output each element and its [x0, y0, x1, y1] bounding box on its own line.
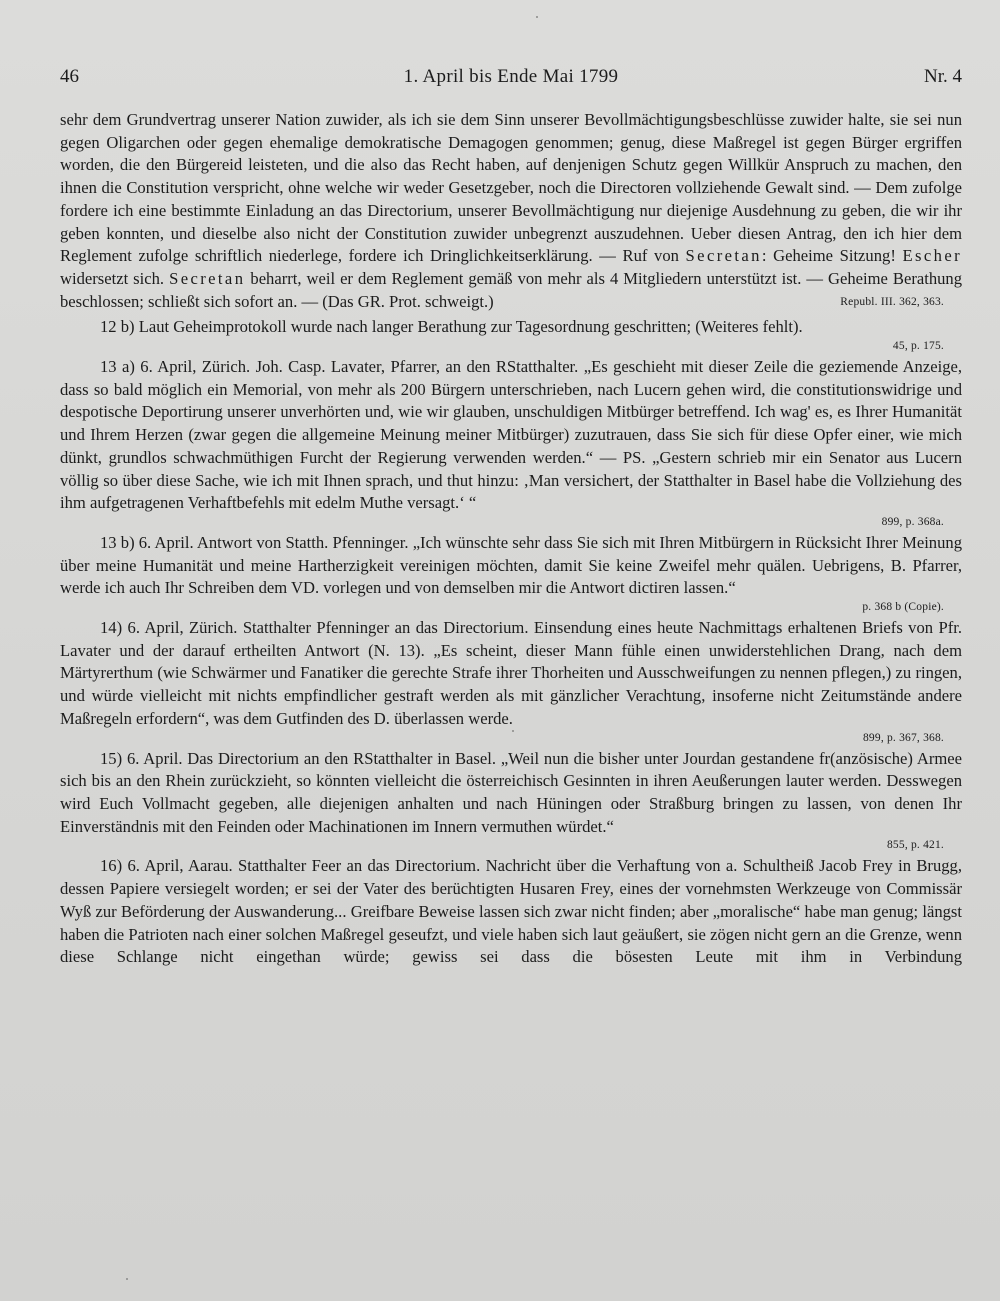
- source-reference: 899, p. 368a.: [881, 515, 944, 528]
- paragraph-text: 15) 6. April. Das Directorium an den RStatthalter in Basel. „Weil nun die bisher unter Jourdan gestandene fr(anzösische) Armee sich bis an den Rhein zurückzieht, so könnten vielleicht die österreichisch Gesinnten in ihren Aeußerungen lauter werden. Desswegen wird Euch Vollmacht gegeben, alle diejenigen anhalten und nach Hüningen oder Straßburg bringen zu lassen, von denen Ihr Einverständnis mit den Feinden oder Machinationen im Innern vermuthen würdet.“: [60, 748, 962, 836]
- speaker-name: Escher: [902, 246, 963, 266]
- source-reference: p. 368 b (Copie).: [862, 601, 944, 614]
- entry-13b: [60, 532, 962, 615]
- source-reference: 45, p. 175.: [892, 340, 944, 353]
- paragraph-12b: [60, 316, 962, 339]
- source-reference: 855, p. 421.: [886, 839, 944, 852]
- entry-14: [60, 617, 962, 746]
- paragraph-text: 16) 6. April, Aarau. Statthalter Feer an das Directorium. Nachricht über die Verhaftung von a. Schultheiß Jacob Frey in Brugg, dessen Papiere versiegelt worden; er sei der Vater des berüchtigten Husaren Frey, eines der vornehmsten Werkzeuge von Commissär Wyß zur Beförderung der Auswanderung... Greifbare Beweise lassen sich zwar nicht finden; aber „moralische“ habe man genug; längst haben die Patrioten nach einer solchen Maßregel geseufzt, und viele haben sich laut geäußert, sie zögen nicht gern an die Grenze, wenn diese Schlange nicht eingethan würde; gewiss sei dass die bösesten Leute mit ihm in Verbindung: [60, 856, 962, 967]
- text-body: [60, 109, 962, 969]
- header-title: 1. April bis Ende Mai 1799: [403, 66, 619, 87]
- paragraph-text: beharrt, weil er dem Reglement gemäß von mehr als 4 Mitgliedern unterstützt ist. — Geheime Berathung beschlossen; schließt sich sofort an. — (Das GR. Prot. schweigt.): [60, 268, 963, 311]
- source-reference: Republ. III. 362, 363.: [840, 295, 944, 308]
- paragraph-text: widersetzt sich.: [60, 268, 165, 288]
- speaker-name: Secretan: [685, 246, 762, 266]
- scan-speck: [512, 730, 514, 732]
- entry-15: [60, 748, 962, 854]
- paragraph-text: : Geheime Sitzung!: [761, 246, 896, 266]
- paragraph-13b: [60, 532, 962, 600]
- paragraph-text: 13 a) 6. April, Zürich. Joh. Casp. Lavater, Pfarrer, an den RStatthalter. „Es geschieht mit dieser Zeile die geziemende Anzeige, dass so bald möglich ein Memorial, von mehr als 200 Bürgern unterschrieben, nach Lucern gehen wird, die constitutionswidrige und despotische Deportirung unserer unverhörten und, wie wir glauben, unschuldigen Mitbürger betreffend. Ich wag' es, es Ihrer Humanität und Ihrem Herzen (zwar gegen die allgemeine Meinung meiner Mitbürger) zuzutrauen, dass Sie sich für diese Opfer einer, wie mich dünkt, grundlos schwachmüthigen Furcht der Regierung verwenden werden.“ — PS. „Gestern schrieb mir ein Senator aus Lucern völlig so über diese Sache, wie ich mit Ihnen sprach, und thut hinzu: ‚Man versichert, der Statthalter in Basel habe die Vollziehung des ihm aufgetragenen Verhaftbefehls mit edelm Muthe versagt.‘ “: [60, 357, 962, 513]
- paragraph-text: 13 b) 6. April. Antwort von Statth. Pfenninger. „Ich wünschte sehr dass Sie sich mit Ihren Mitbürgern in Rücksicht Ihrer Meinung über meine Humanität und meine Hartherzigkeit vereinigen möchten, damit Sie keine Zweifel mehr quälen. Uebrigens, B. Pfarrer, werde ich auch Ihr Schreiben dem VD. vorlegen und von demselben mir die Antwort dictiren lassen.“: [60, 532, 962, 598]
- scan-speck: [536, 16, 538, 18]
- scan-speck: [126, 1278, 128, 1280]
- source-reference: 899, p. 367, 368.: [862, 731, 944, 744]
- paragraph-text: sehr dem Grundvertrag unserer Nation zuwider, als ich sie dem Sinn unserer Bevollmächtigungsbeschlüsse zuwider halte, sie sei nun gegen Oligarchen oder gegen ehemalige demokratische Demagogen genommen; genug, diese Maßregel ist gegen Bürger ergriffen worden, die den Bürgereid leisteten, und die also das Recht haben, auf denjenigen Schutz gegen Willkür Anspruch zu machen, den ihnen die Constitution verspricht, ohne welche wir weder Gesetzgeber, noch die Directoren vollziehende Gewalt sind. — Dem zufolge fordere ich eine bestimmte Einladung an das Directorium, unserer Bevollmächtigung nur diejenige Ausdehnung zu geben, die wir ihr geben konnten, und dieselbe also nicht der Constitution zuwider unbegrenzt auszudehnen. Ueber diesen Antrag, den ich hier dem Reglement zufolge schriftlich niederlege, fordere ich Dringlichkeitserklärung. — Ruf von: [60, 110, 962, 266]
- paragraph-15: [60, 748, 962, 839]
- page-number: 46: [60, 66, 79, 87]
- entry-intro: [60, 109, 962, 313]
- entry-13a: [60, 356, 962, 530]
- paragraph-14: [60, 617, 962, 731]
- paragraph-13a: [60, 356, 962, 515]
- entry-12b: [60, 316, 962, 354]
- speaker-name: Secretan: [169, 268, 246, 288]
- paragraph-text: 14) 6. April, Zürich. Statthalter Pfenninger an das Directorium. Einsendung eines heute Nachmittags erhaltenen Briefs von Pfr. Lavater und der darauf ertheilten Antwort (N. 13). „Es scheint, dieser Mann fühle einen unwiderstehlichen Drang, nach dem Märtyrerthum (wie Schwärmer und Fanatiker die gerechte Strafe ihrer Thorheiten und Ausschweifungen zu nennen pflegen,) zu ringen, und würde vielleicht mit nichts empfindlicher gestraft werden als mit gänzlicher Verachtung, insoferne nicht Zeitumstände andere Maßregeln erfordern“, was dem Gutfinden des D. überlassen werde.: [60, 618, 962, 728]
- running-header: [60, 66, 962, 96]
- paragraph-text: 12 b) Laut Geheimprotokoll wurde nach langer Berathung zur Tagesordnung geschritten; (Weiteres fehlt).: [100, 317, 803, 337]
- document-number: Nr. 4: [924, 66, 962, 87]
- paragraph-intro: [60, 109, 962, 313]
- paragraph-16: [60, 855, 962, 969]
- entry-16: [60, 855, 962, 969]
